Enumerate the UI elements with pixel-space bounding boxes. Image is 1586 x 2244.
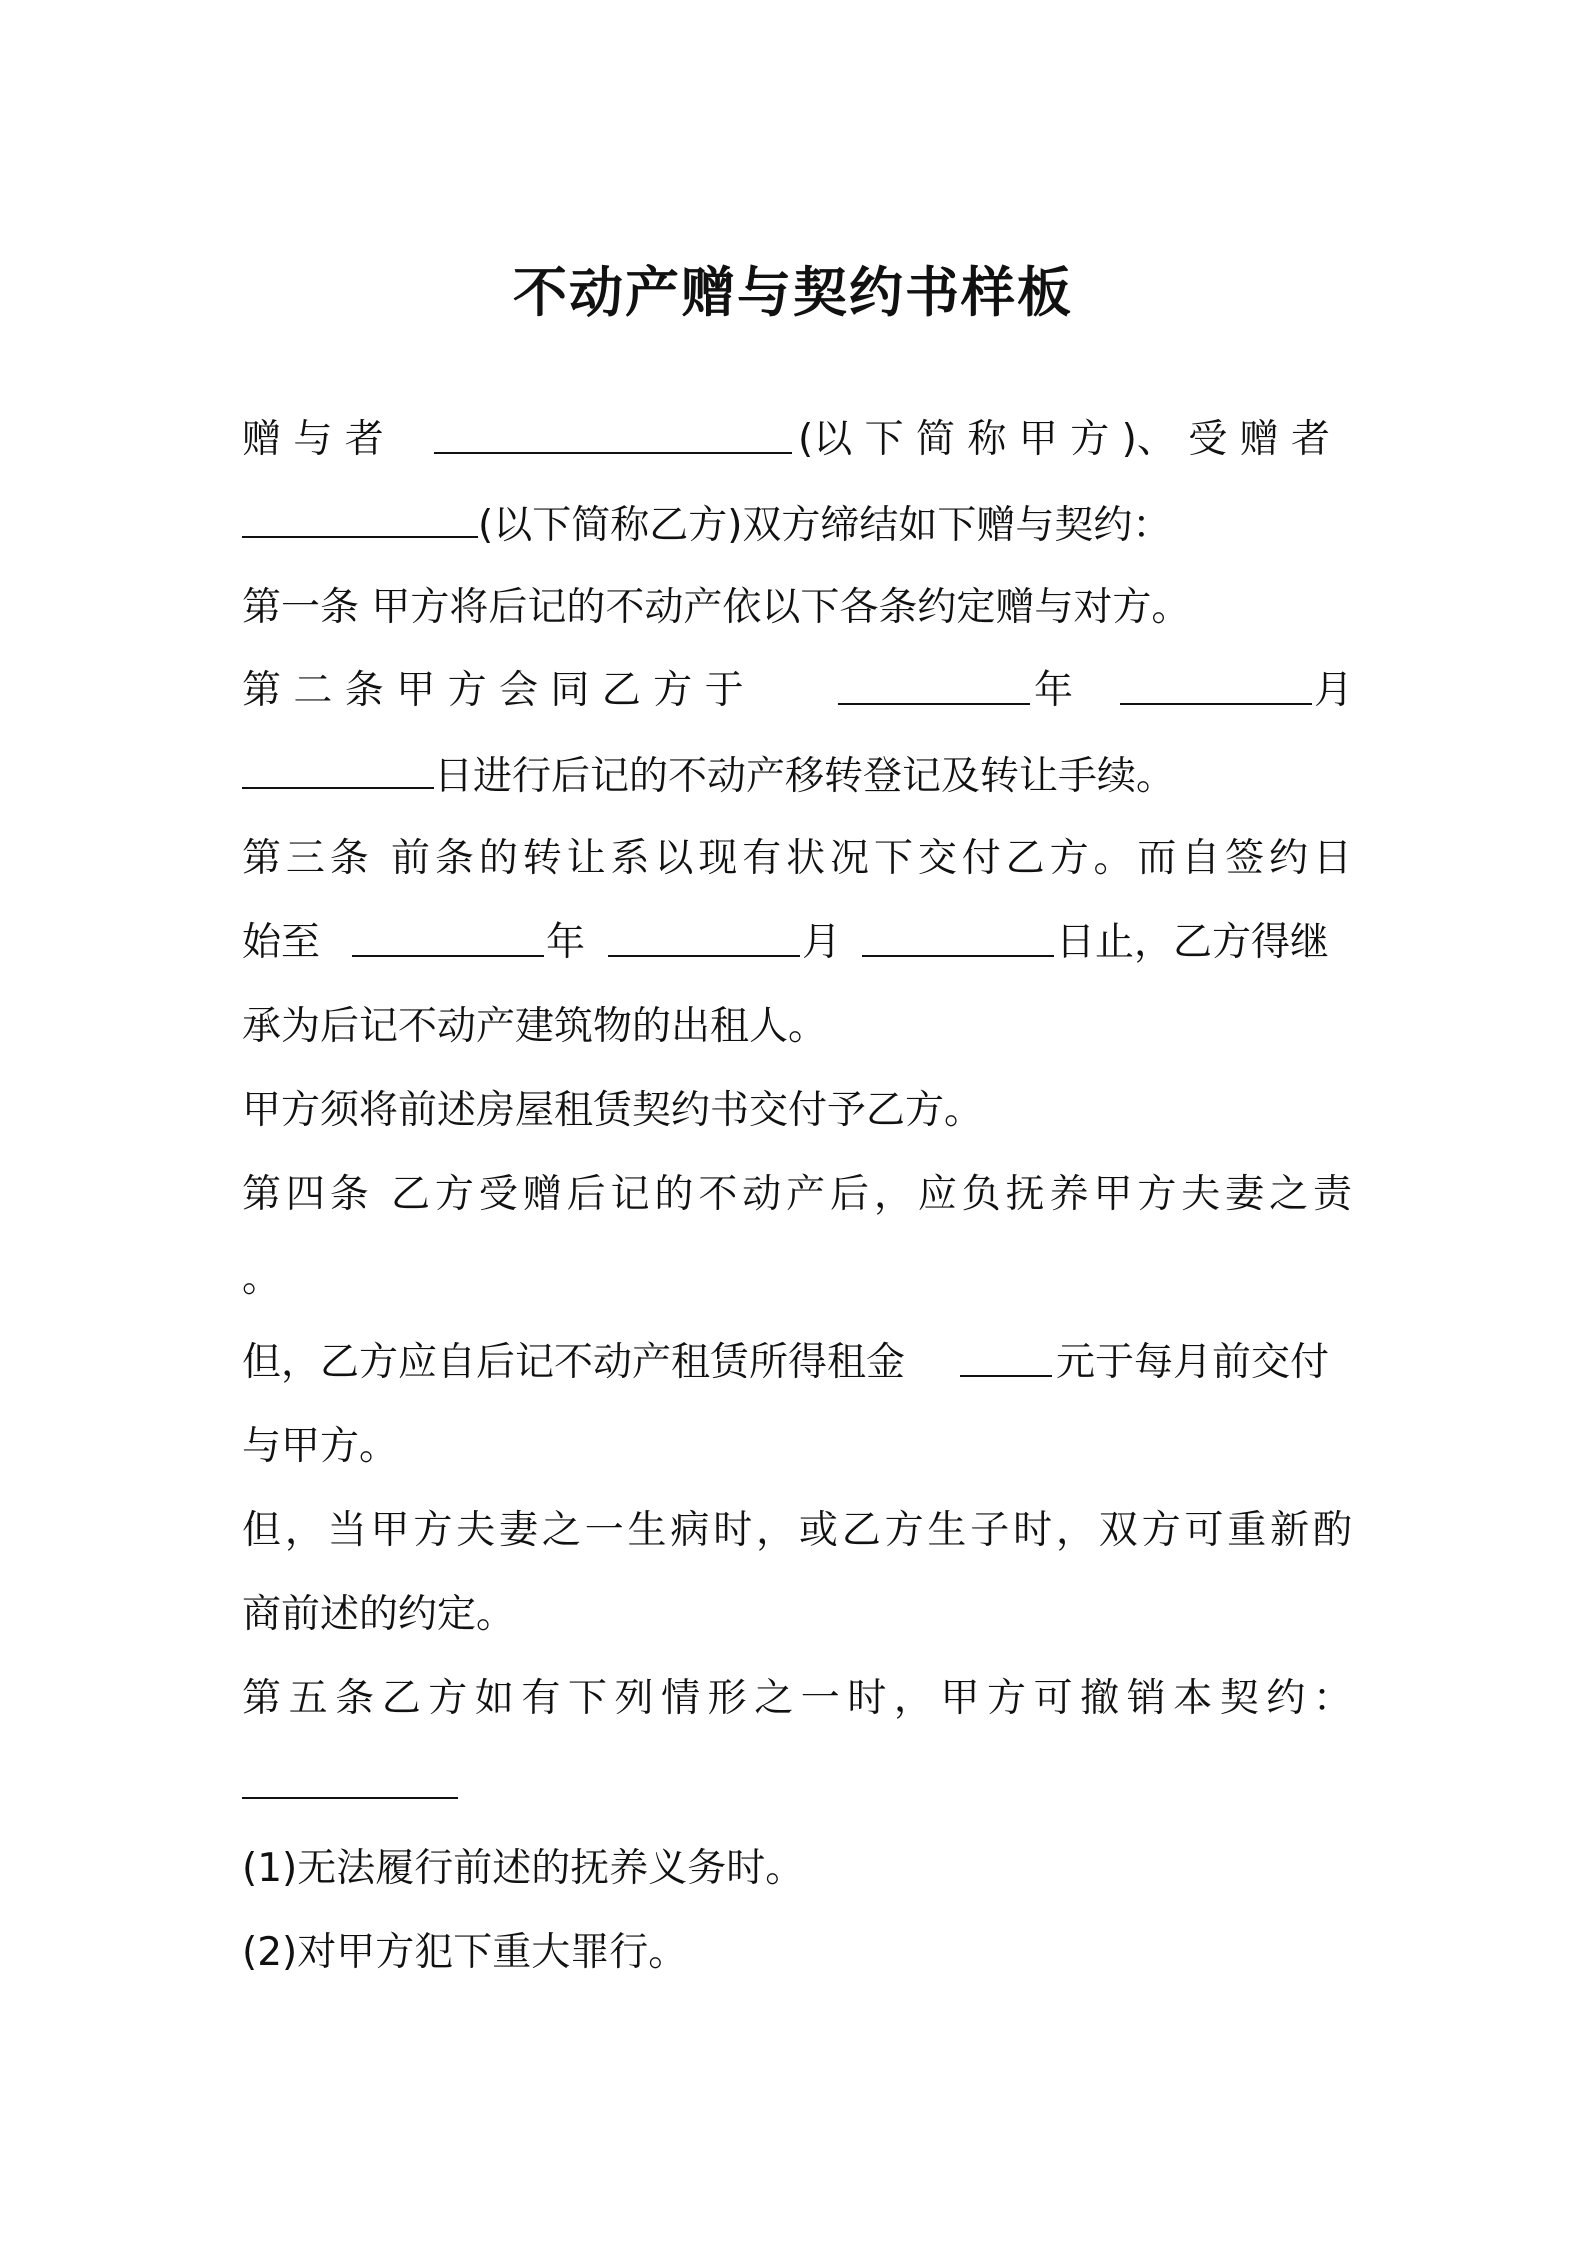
paragraph-line	[242, 496, 1352, 552]
article-5-text: 第五条乙方如有下列情形之一时，甲方可撤销本契约：	[242, 1676, 1352, 1721]
monthly-payment-text: 元于每月前交付	[1056, 1340, 1330, 1385]
rent-text: 但，乙方应自后记不动产租赁所得租金	[242, 1340, 906, 1385]
paragraph-line	[242, 1335, 1352, 1391]
paragraph-line	[242, 1757, 1352, 1813]
year-blank[interactable]	[352, 915, 544, 957]
year-label: 年	[546, 920, 586, 965]
month-blank[interactable]	[1120, 663, 1312, 705]
day-blank[interactable]	[242, 747, 434, 789]
lease-delivery-text: 甲方须将前述房屋租赁契约书交付予乙方。	[242, 1088, 984, 1133]
document-title: 不动产赠与契约书样板	[513, 261, 1073, 324]
contract-intro-text: (以下简称乙方)双方缔结如下赠与契约：	[478, 503, 1172, 548]
paragraph-line	[242, 747, 1352, 803]
article-3-text: 第三条 前条的转让系以现有状况下交付乙方。而自签约日	[242, 836, 1352, 881]
transfer-procedure-text: 日进行后记的不动产移转登记及转让手续。	[434, 754, 1176, 799]
donee-name-blank[interactable]	[242, 496, 478, 538]
donor-label: 赠 与 者	[242, 417, 384, 462]
condition-2-text: (2)对甲方犯下重大罪行。	[242, 1930, 688, 1975]
donor-name-blank[interactable]	[434, 412, 792, 454]
article-4-period: 。	[242, 1256, 282, 1301]
month-label: 月	[1314, 668, 1354, 713]
article-1-text: 第一条 甲方将后记的不动产依以下各条约定赠与对方。	[242, 585, 1191, 630]
paragraph-line	[242, 663, 1352, 719]
condition-1-text: (1)无法履行前述的抚养义务时。	[242, 1846, 805, 1891]
article-2-label: 第 二 条 甲 方 会 同 乙 方 于	[242, 668, 744, 713]
paragraph-line	[242, 915, 1352, 971]
end-date-text: 日止，乙方得继	[1056, 920, 1330, 965]
month-blank[interactable]	[608, 915, 800, 957]
rent-continuation: 与甲方。	[242, 1424, 399, 1469]
paragraph-line	[242, 412, 1352, 468]
renegotiation-text: 但，当甲方夫妻之一生病时，或乙方生子时，双方可重新酌	[242, 1508, 1352, 1553]
revocation-blank[interactable]	[242, 1757, 458, 1799]
year-label: 年	[1034, 668, 1074, 713]
renegotiation-continuation: 商前述的约定。	[242, 1592, 516, 1637]
year-blank[interactable]	[838, 663, 1030, 705]
rent-amount-blank[interactable]	[960, 1335, 1052, 1377]
article-3-continuation: 承为后记不动产建筑物的出租人。	[242, 1004, 828, 1049]
party-a-alias-text: (以 下 简 称 甲 方 )、 受 赠 者	[798, 417, 1331, 462]
month-label: 月	[802, 920, 842, 965]
start-label: 始至	[242, 920, 321, 965]
day-blank[interactable]	[862, 915, 1054, 957]
article-4-text: 第四条 乙方受赠后记的不动产后，应负抚养甲方夫妻之责	[242, 1172, 1352, 1217]
